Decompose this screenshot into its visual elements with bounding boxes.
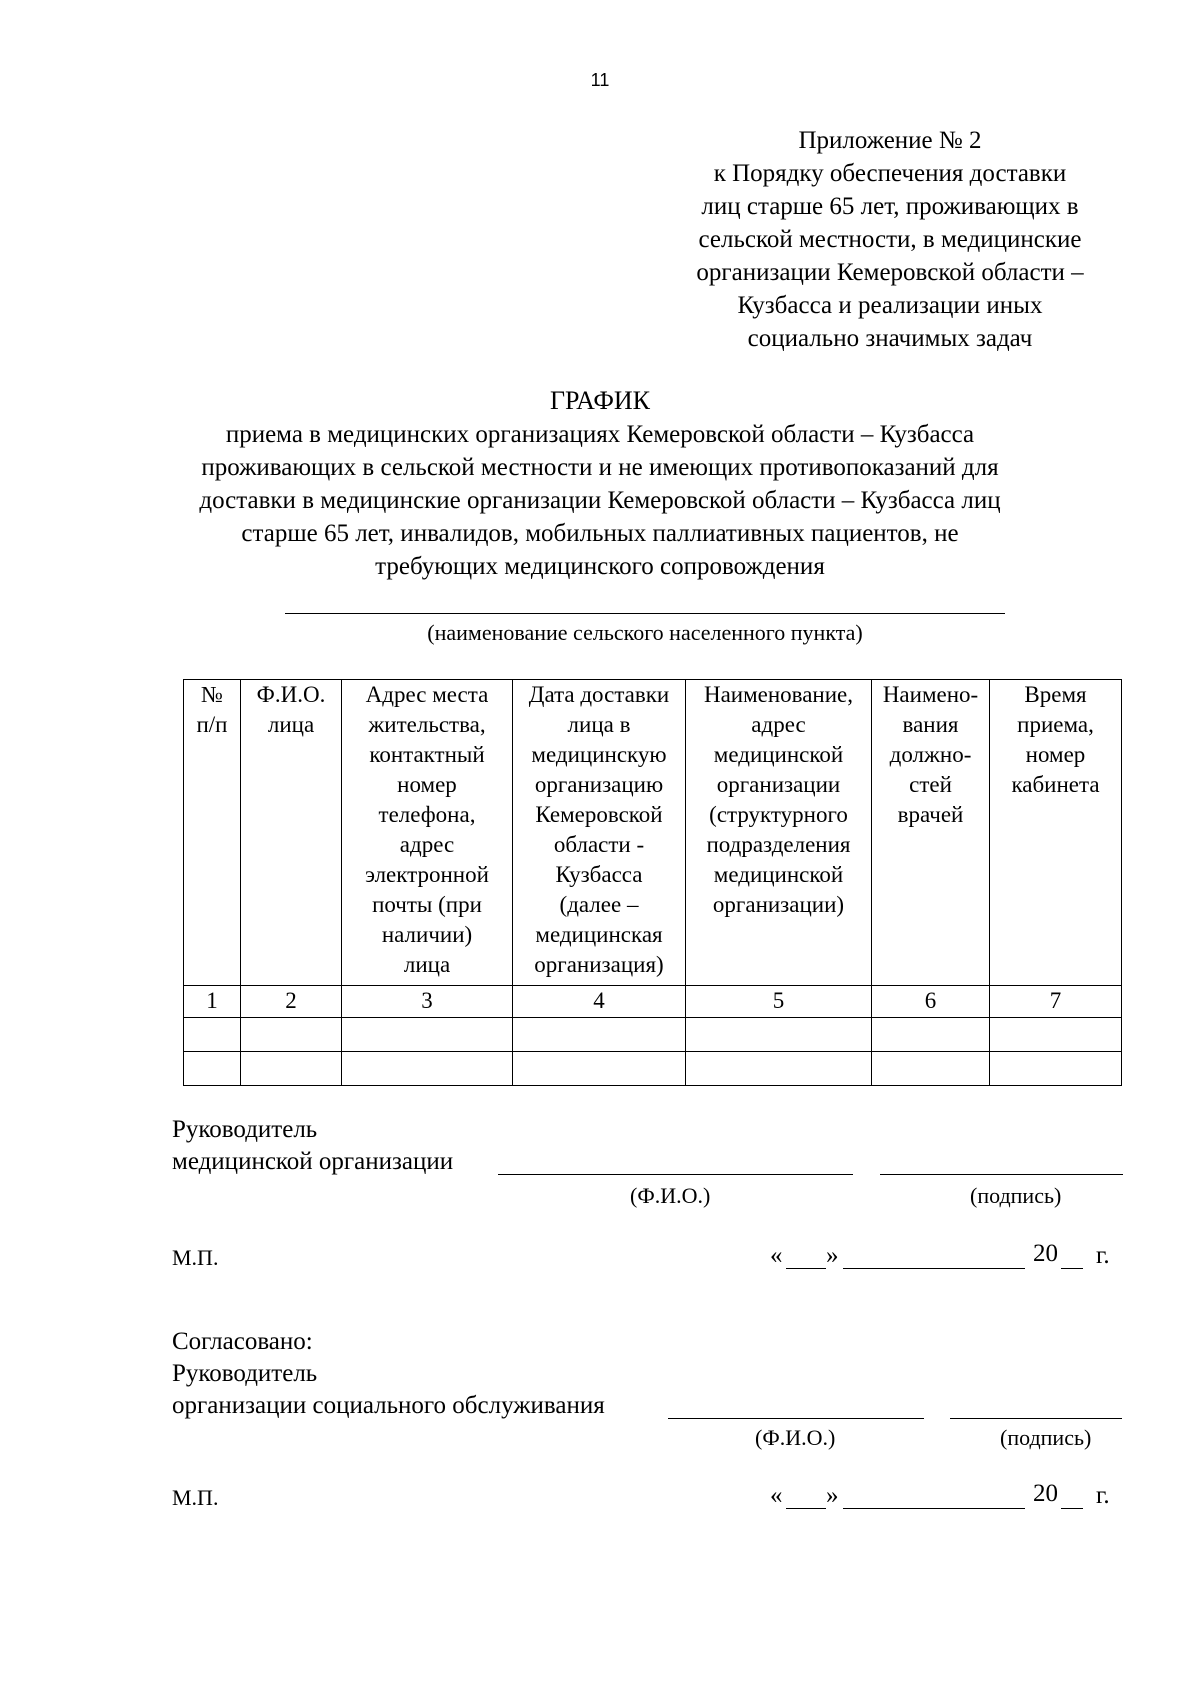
header-line: жительства, [368, 712, 486, 737]
table-cell[interactable] [342, 1018, 513, 1052]
column-number: 3 [342, 986, 513, 1018]
header-line: адрес [399, 832, 455, 857]
header-line: телефона, [378, 802, 476, 827]
subtitle-line: доставки в медицинские организации Кемеровской области – Кузбасса лиц [199, 487, 1001, 514]
signature-caption: (подпись) [970, 1183, 1062, 1208]
document-title: ГРАФИК [550, 386, 650, 415]
appendix-line: к Порядку обеспечения доставки [713, 160, 1067, 187]
head-label: Руководитель [172, 1360, 318, 1387]
header-line: номер [1025, 742, 1086, 767]
header-line: электронной [365, 862, 489, 887]
table-cell[interactable] [872, 1018, 990, 1052]
signature-caption: (подпись) [1000, 1425, 1092, 1450]
table-row [184, 1018, 1122, 1052]
month-line[interactable] [843, 1508, 1025, 1509]
header-line: вания [902, 712, 959, 737]
header-line: организации) [712, 892, 845, 917]
header-line: Кузбасса [555, 862, 643, 887]
column-number: 1 [184, 986, 241, 1018]
header-line: (структурного [709, 802, 848, 827]
table-cell[interactable] [686, 1052, 872, 1086]
header-line: должно- [889, 742, 972, 767]
day-line[interactable] [786, 1268, 826, 1269]
subtitle-line: старше 65 лет, инвалидов, мобильных паллиативных пациентов, не [241, 520, 959, 547]
header-line: адрес [751, 712, 806, 737]
fio-line[interactable] [668, 1418, 924, 1419]
head-label: Руководитель [172, 1116, 318, 1143]
header-line: медицинской [713, 862, 844, 887]
day-line[interactable] [786, 1508, 826, 1509]
header-line: организации [716, 772, 841, 797]
subtitle-line: приема в медицинских организациях Кемеровской области – Кузбасса [225, 421, 975, 448]
table-cell[interactable] [184, 1018, 241, 1052]
table-cell[interactable] [513, 1018, 686, 1052]
column-number: 7 [990, 986, 1122, 1018]
header-line: области - [553, 832, 645, 857]
schedule-table [183, 679, 1122, 1086]
table-cell[interactable] [184, 1052, 241, 1086]
table-cell[interactable] [990, 1052, 1122, 1086]
header-line: лица [267, 712, 315, 737]
date-open-quote: « [770, 1482, 783, 1509]
column-number-row [184, 986, 1122, 1018]
header-line: Ф.И.О. [256, 682, 326, 707]
table-header-row [184, 680, 1122, 986]
header-line: медицинскую [531, 742, 667, 767]
header-line: Наимено- [882, 682, 979, 707]
table-cell[interactable] [342, 1052, 513, 1086]
date-open-quote: « [770, 1242, 783, 1269]
header-line: приема, [1017, 712, 1094, 737]
fio-caption: (Ф.И.О.) [755, 1425, 836, 1450]
appendix-line: социально значимых задач [747, 325, 1033, 352]
appendix-line: лиц старше 65 лет, проживающих в [701, 193, 1079, 220]
header-cell [184, 680, 241, 986]
table-cell[interactable] [241, 1018, 342, 1052]
month-line[interactable] [843, 1268, 1025, 1269]
header-line: Дата доставки [528, 682, 670, 707]
agreed-label: Согласовано: [172, 1328, 313, 1355]
header-cell [241, 680, 342, 986]
header-line: Адрес места [365, 682, 489, 707]
year-suffix: г. [1096, 1242, 1110, 1269]
header-line: Кемеровской [535, 802, 663, 827]
header-line: подразделения [706, 832, 851, 857]
table-cell[interactable] [513, 1052, 686, 1086]
header-line: № [201, 682, 223, 707]
header-line: лица в [567, 712, 631, 737]
header-line: п/п [196, 712, 228, 737]
medical-org-label: медицинской организации [172, 1148, 454, 1175]
page-number: 11 [590, 70, 610, 90]
settlement-name-line [285, 613, 1005, 614]
table-cell[interactable] [990, 1018, 1122, 1052]
header-cell [342, 680, 513, 986]
header-cell [513, 680, 686, 986]
header-line: медицинской [713, 742, 844, 767]
document-subtitle [170, 418, 1030, 583]
header-line: почты (при [372, 892, 482, 917]
appendix-line: сельской местности, в медицинские [698, 226, 1082, 253]
table-cell[interactable] [686, 1018, 872, 1052]
column-number: 6 [872, 986, 990, 1018]
fio-caption: (Ф.И.О.) [630, 1183, 711, 1208]
year-prefix: 20 [1033, 1480, 1058, 1507]
table-cell[interactable] [241, 1052, 342, 1086]
settlement-caption: (наименование сельского населенного пункта) [427, 620, 863, 645]
header-line: Время [1024, 682, 1087, 707]
year-prefix: 20 [1033, 1240, 1058, 1267]
social-org-label: организации социального обслуживания [172, 1392, 605, 1419]
table-row [184, 1052, 1122, 1086]
table-cell[interactable] [872, 1052, 990, 1086]
subtitle-line: проживающих в сельской местности и не имеющих противопоказаний для [201, 454, 999, 481]
appendix-line: Приложение № 2 [798, 127, 982, 154]
header-line: кабинета [1011, 772, 1100, 797]
year-suffix: г. [1096, 1482, 1110, 1509]
signature-line[interactable] [950, 1418, 1122, 1419]
stamp-label: М.П. [172, 1485, 219, 1510]
header-line: организацию [534, 772, 664, 797]
date-close-quote: » [826, 1482, 839, 1509]
header-line: медицинская [535, 922, 663, 947]
appendix-heading [660, 124, 1120, 355]
column-number: 4 [513, 986, 686, 1018]
signature-line[interactable] [880, 1174, 1123, 1175]
date-close-quote: » [826, 1242, 839, 1269]
header-line: (далее – [559, 892, 639, 917]
appendix-line: Кузбасса и реализации иных [737, 292, 1043, 319]
header-line: врачей [897, 802, 964, 827]
year-line[interactable] [1061, 1508, 1083, 1509]
header-line: наличии) [381, 922, 473, 947]
header-line: Наименование, [703, 682, 854, 707]
header-line: контактный [369, 742, 485, 767]
appendix-line: организации Кемеровской области – [696, 259, 1084, 286]
header-cell [686, 680, 872, 986]
header-line: лица [403, 952, 451, 977]
fio-line[interactable] [498, 1174, 853, 1175]
header-cell [990, 680, 1122, 986]
column-number: 5 [686, 986, 872, 1018]
header-cell [872, 680, 990, 986]
year-line[interactable] [1061, 1268, 1083, 1269]
header-line: стей [909, 772, 952, 797]
subtitle-line: требующих медицинского сопровождения [375, 553, 825, 580]
header-line: организация) [534, 952, 664, 977]
column-number: 2 [241, 986, 342, 1018]
stamp-label: М.П. [172, 1245, 219, 1270]
header-line: номер [397, 772, 457, 797]
